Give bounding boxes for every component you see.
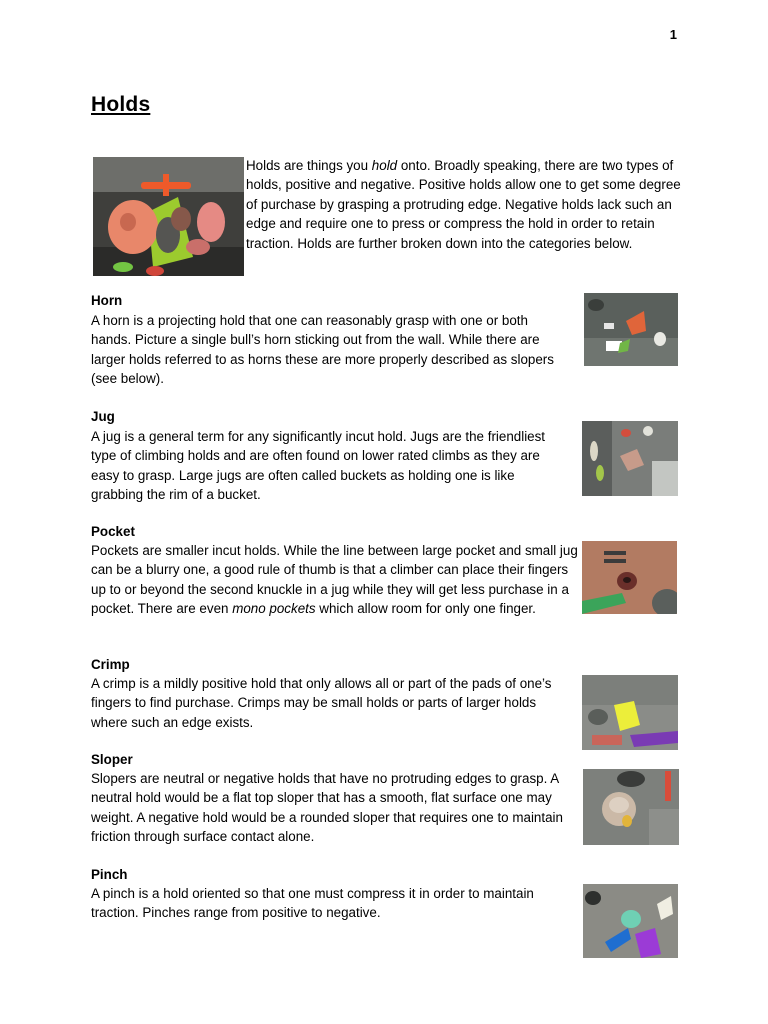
page-number: 1 [669,27,677,42]
section-heading-pinch: Pinch [91,867,128,882]
intro-text-after: onto. Broadly speaking, there are two types of holds, positive and negative. Positive holds allow one to get some degree of purchase by grasping a protruding edge. Negative holds lack such an edge and require one to press or compress the hold in order to retain traction. Holds are further broken down into the categories below. [246,158,681,251]
section-text-pinch: A pinch is a hold oriented so that one must compress it in order to maintain traction. Pinches range from positive to negative. [91,886,534,921]
section-heading-jug: Jug [91,409,115,424]
section-heading-horn: Horn [91,293,123,308]
pocket-text-after: which allow room for only one finger. [315,601,536,617]
sloper-hold-photo [583,769,679,845]
section-text-pocket [91,541,581,619]
section-heading-crimp: Crimp [91,657,130,672]
intro-text-emphasis: hold [371,158,398,173]
section-text-sloper: Slopers are neutral or negative holds that have no protruding edges to grasp. A neutral hold would be a flat top sloper that has a smooth, flat surface one may weight. A negative hold would be a rounded sloper that requires one to maintain friction through surface contact alone. [91,771,563,845]
intro-text-before: Holds are things you [246,158,372,173]
section-heading-sloper: Sloper [91,752,133,767]
jug-hold-photo [582,421,678,496]
pocket-text-emphasis: mono pockets [232,601,316,617]
section-text-crimp: A crimp is a mildly positive hold that only allows all or part of the pads of one’s fingers to find purchase. Crimps may be small holds or parts of larger holds where such an edge exists. [91,676,552,730]
crimp-hold-photo [582,675,678,750]
section-heading-pocket: Pocket [91,524,135,539]
intro-paragraph [246,156,686,253]
page-title: Holds [91,93,151,116]
pocket-hold-photo [582,541,677,614]
pinch-hold-photo [583,884,678,958]
section-text-horn: A horn is a projecting hold that one can reasonably grasp with one or both hands. Picture a single bull’s horn sticking out from the wall. While there are larger holds referred to as horns these are more properly described as slopers (see below). [91,313,554,387]
section-text-jug: A jug is a general term for any significantly incut hold. Jugs are the friendliest type of climbing holds and are often found on lower rated climbs as they are easy to grasp. Large jugs are often called buckets as holding one is like grabbing the rim of a bucket. [91,429,546,503]
intro-holds-photo [93,157,244,276]
pocket-text-before: Pockets are smaller incut holds. While the line between large pocket and small jug can be a blurry one, a good rule of thumb is that a climber can place their fingers up to or beyond the second knuckle in a jug while they will get less purchase in a pocket. There are even [91,543,578,617]
horn-hold-photo [584,293,678,366]
